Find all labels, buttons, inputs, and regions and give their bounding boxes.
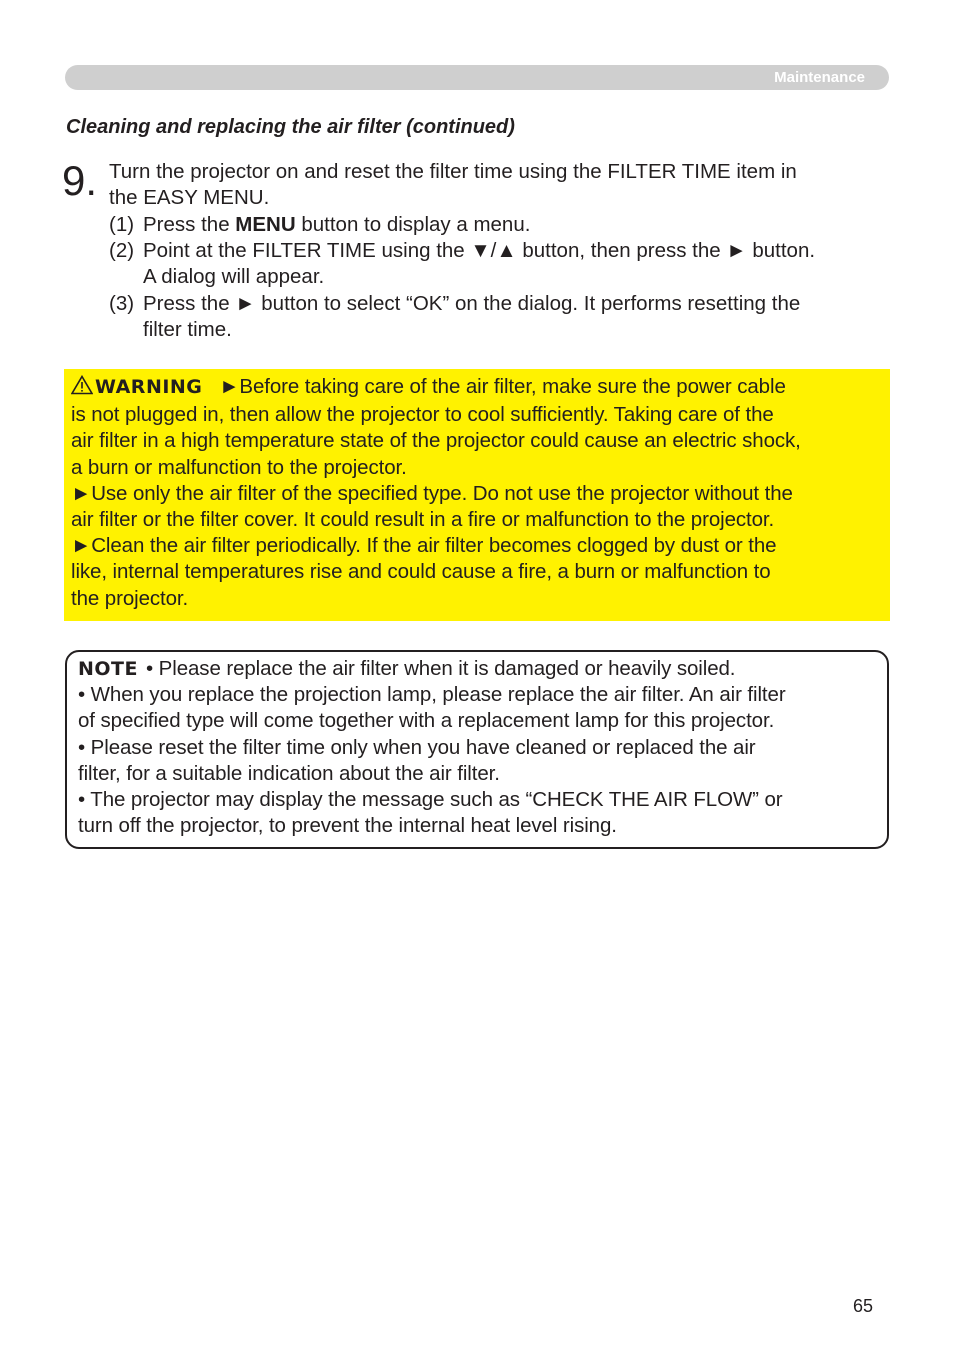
note-line: • The projector may display the message such as “CHECK THE AIR FLOW” or [78,788,783,812]
step-intro-line: the EASY MENU. [109,186,270,210]
warning-heading: WARNING [95,376,203,398]
warning-line: air filter in a high temperature state of the projector could cause an electric shock, [71,429,801,453]
warning-line: air filter or the filter cover. It could result in a fire or malfunction to the projector. [71,508,775,532]
section-header-label: Maintenance [774,69,865,86]
warning-text [71,374,893,612]
warning-line: is not plugged in, then allow the projector to cool sufficiently. Taking care of the [71,403,774,427]
note-line: filter, for a suitable indication about the air filter. [78,761,500,785]
warning-box [64,369,890,621]
note-heading: NOTE [78,658,138,680]
section-header-bar [65,65,889,90]
substep-text: Press the ► button to select “OK” on the dialog. It performs resetting the [143,292,801,315]
substep-text: Point at the FILTER TIME using the ▼/▲ button, then press the ► button. [143,239,816,262]
note-line: • Please reset the filter time only when you have cleaned or replaced the air [78,735,756,759]
warning-line: a burn or malfunction to the projector. [71,455,407,479]
step-intro [109,159,894,212]
note-line: turn off the projector, to prevent the internal heat level rising. [78,814,617,838]
substep-2 [109,238,894,291]
substep-3 [109,291,894,344]
note-line: • Please replace the air filter when it is damaged or heavily soiled. [146,657,736,680]
step-intro-line: Turn the projector on and reset the filter time using the FILTER TIME item in [109,160,797,183]
section-title: Cleaning and replacing the air filter (continued) [66,116,515,138]
page-number: 65 [853,1296,874,1316]
substep-text-continued: filter time. [143,318,232,342]
warning-line: ►Clean the air filter periodically. If the air filter becomes clogged by dust or the [71,534,777,558]
menu-button-name: MENU [235,213,296,236]
note-text [78,656,878,839]
warning-line: ►Before taking care of the air filter, make sure the power cable [219,375,786,398]
warning-triangle-icon [71,375,93,402]
note-line: of specified type will come together with a replacement lamp for this projector. [78,709,775,733]
warning-line: ►Use only the air filter of the specified type. Do not use the projector without the [71,481,793,505]
substep-text-pre: Press the [143,213,236,236]
step-number: 9. [62,157,98,204]
note-box [65,650,889,849]
substep-number: (2) [109,239,135,262]
substep-1 [109,212,894,238]
substep-text-continued: A dialog will appear. [143,265,325,289]
substep-text-post: button to display a menu. [295,213,531,236]
warning-line: the projector. [71,586,189,610]
note-line: • When you replace the projection lamp, please replace the air filter. An air filter [78,683,786,707]
substep-number: (1) [109,213,135,236]
substep-number: (3) [109,292,135,315]
warning-line: like, internal temperatures rise and could cause a fire, a burn or malfunction to [71,560,771,584]
